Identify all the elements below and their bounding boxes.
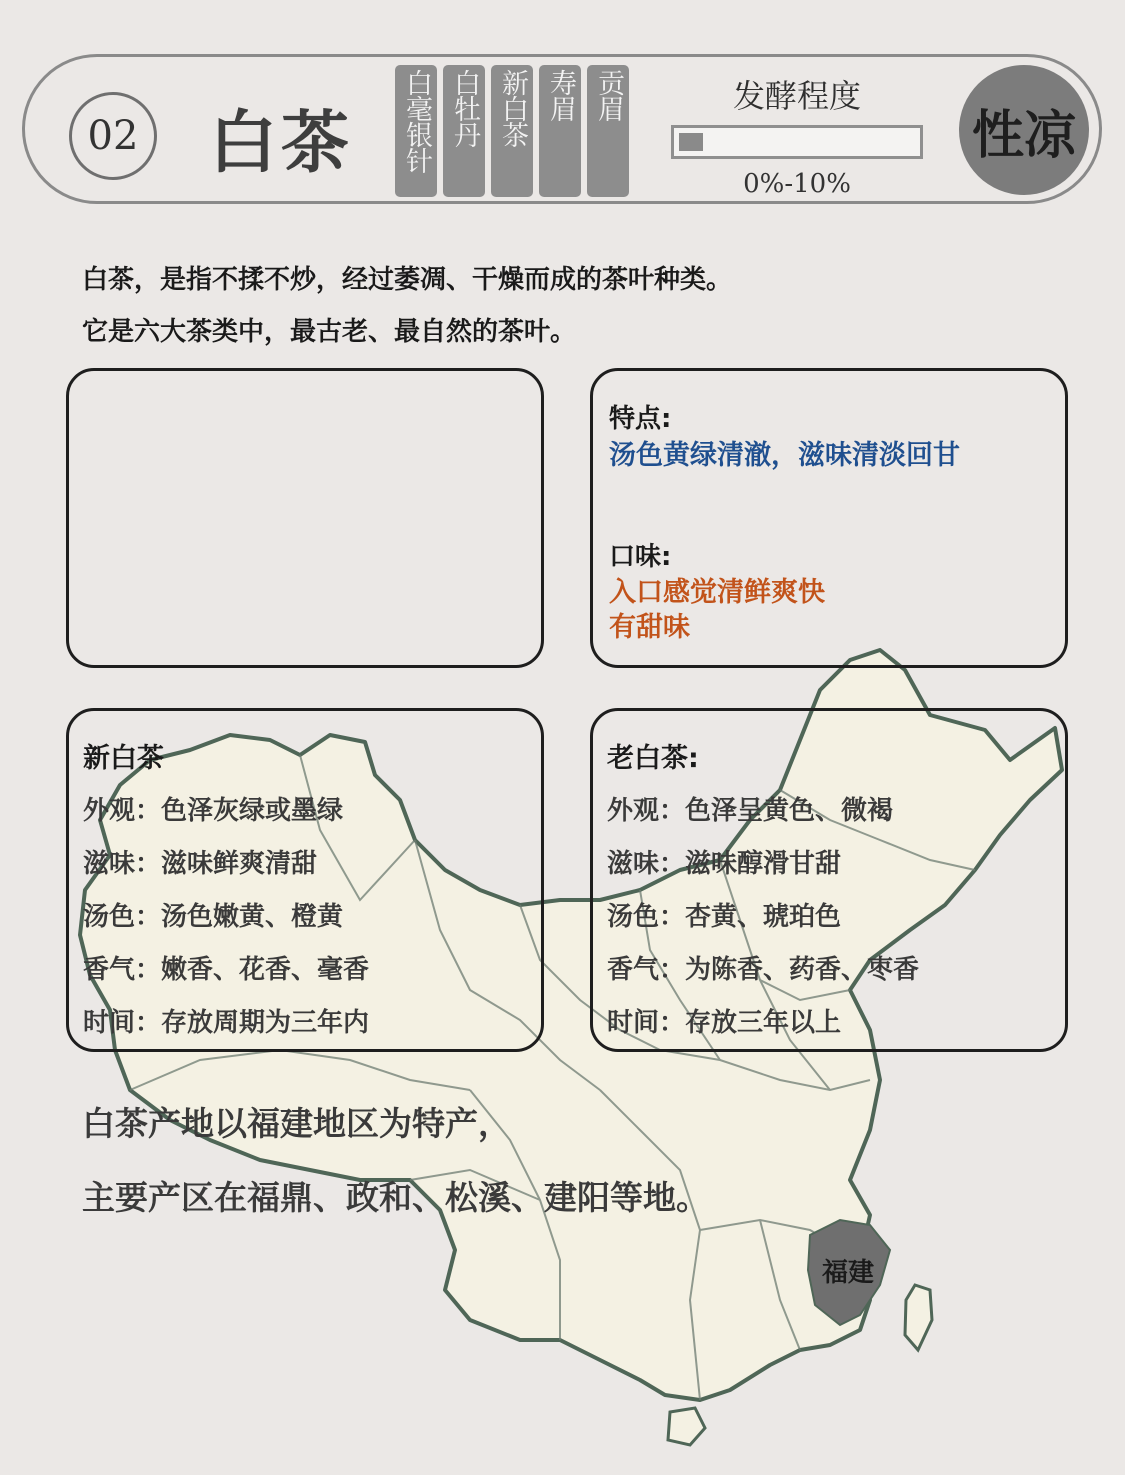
variety-tag-label: 贡眉 bbox=[593, 69, 624, 121]
origin-text bbox=[82, 1100, 709, 1248]
page-title: 白茶 bbox=[209, 104, 354, 183]
fujian-map-label: 福建 bbox=[822, 1258, 875, 1288]
taste-text: 有甜味 bbox=[609, 612, 690, 643]
old-white-tea-row: 时间：存放三年以上 bbox=[607, 1008, 842, 1038]
intro-line: 它是六大茶类中，最古老、最自然的茶叶。 bbox=[82, 317, 577, 347]
new-white-tea-row: 滋味：滋味鲜爽清甜 bbox=[83, 849, 318, 879]
fermentation-bar bbox=[671, 125, 923, 159]
origin-line: 主要产区在福鼎、政和、松溪、建阳等地。 bbox=[82, 1178, 709, 1217]
variety-tag bbox=[395, 65, 437, 197]
old-white-tea-row: 香气：为陈香、药香、枣香 bbox=[607, 955, 920, 985]
features-box bbox=[590, 368, 1068, 668]
hainan-island bbox=[668, 1408, 705, 1445]
variety-tag bbox=[587, 65, 629, 197]
old-white-tea-row: 滋味：滋味醇滑甘甜 bbox=[607, 849, 842, 879]
section-number: 02 bbox=[69, 92, 157, 180]
variety-tag bbox=[539, 65, 581, 197]
variety-tags bbox=[395, 65, 629, 197]
variety-tag-label: 白牡丹 bbox=[449, 69, 480, 147]
taiwan-island bbox=[905, 1285, 932, 1350]
variety-tag bbox=[491, 65, 533, 197]
new-white-tea-row: 香气：嫩香、花香、毫香 bbox=[83, 955, 370, 985]
new-white-tea-row: 时间：存放周期为三年内 bbox=[83, 1008, 370, 1038]
fermentation-range: 0%-10% bbox=[743, 169, 851, 199]
new-white-tea-row: 汤色：汤色嫩黄、橙黄 bbox=[83, 902, 344, 932]
new-white-tea-box bbox=[66, 708, 544, 1052]
new-white-tea-row: 外观：色泽灰绿或墨绿 bbox=[83, 796, 344, 826]
header-pill bbox=[22, 54, 1102, 204]
image-frame bbox=[66, 368, 544, 668]
variety-tag-label: 新白茶 bbox=[497, 69, 528, 147]
variety-tag-label: 白毫银针 bbox=[401, 69, 432, 173]
origin-line: 白茶产地以福建地区为特产， bbox=[82, 1104, 511, 1143]
intro-text bbox=[82, 260, 732, 364]
fermentation-meter bbox=[671, 71, 923, 199]
intro-line: 白茶，是指不揉不炒，经过萎凋、干燥而成的茶叶种类。 bbox=[82, 265, 733, 295]
trait-label: 特点: bbox=[609, 404, 672, 434]
fermentation-label: 发酵程度 bbox=[732, 77, 861, 115]
variety-tag bbox=[443, 65, 485, 197]
old-white-tea-row: 外观：色泽呈黄色、微褐 bbox=[607, 796, 894, 826]
nature-badge: 性凉 bbox=[959, 65, 1089, 195]
new-white-tea-title: 新白茶 bbox=[83, 743, 164, 774]
taste-label: 口味: bbox=[609, 542, 672, 572]
old-white-tea-box bbox=[590, 708, 1068, 1052]
old-white-tea-title: 老白茶: bbox=[607, 743, 699, 774]
trait-text: 汤色黄绿清澈，滋味清淡回甘 bbox=[609, 440, 960, 471]
variety-tag-label: 寿眉 bbox=[545, 69, 576, 121]
old-white-tea-row: 汤色：杏黄、琥珀色 bbox=[607, 902, 842, 932]
taste-text: 入口感觉清鲜爽快 bbox=[609, 577, 825, 608]
fermentation-bar-fill bbox=[679, 133, 703, 151]
